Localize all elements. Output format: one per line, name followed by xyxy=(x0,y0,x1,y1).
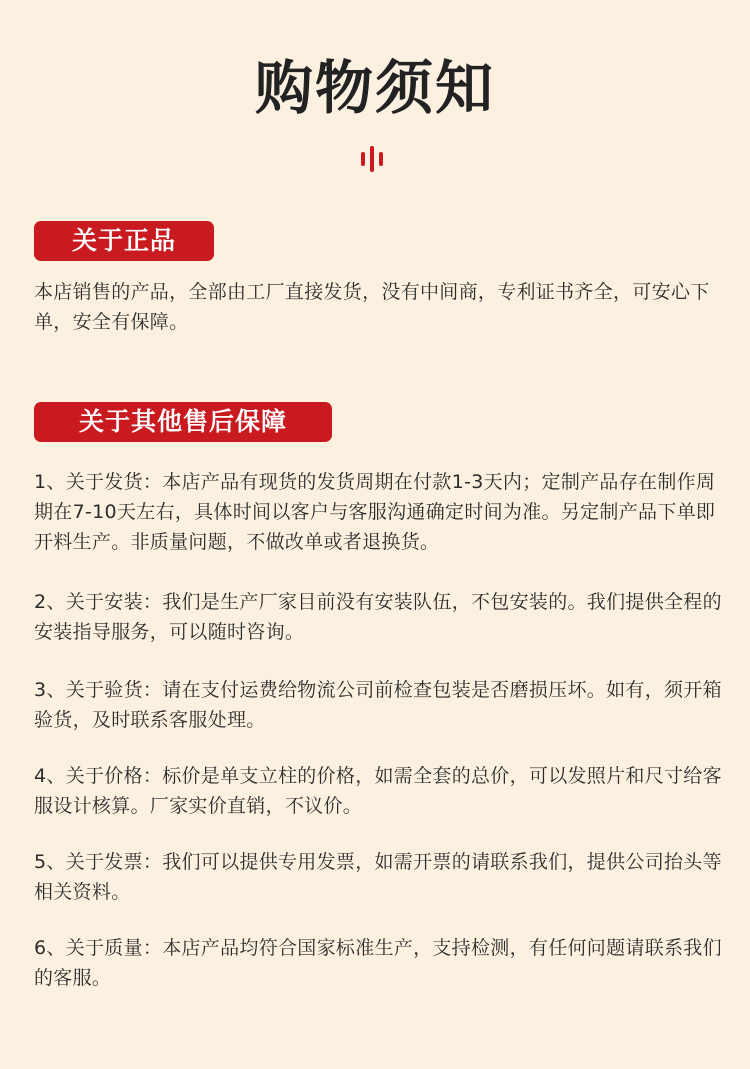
aftersales-item-price: 4、关于价格：标价是单支立柱的价格，如需全套的总价，可以发照片和尺寸给客服设计核算。厂家实价直销，不议价。 xyxy=(34,765,722,817)
aftersales-item-inspection: 3、关于验货：请在支付运费给物流公司前检查包装是否磨损压坏。如有，须开箱验货，及时联系客服处理。 xyxy=(34,679,722,731)
title-ornament-icon xyxy=(360,146,390,172)
page-title: 购物须知 xyxy=(254,54,495,122)
aftersales-item-shipping: 1、关于发货：本店产品有现货的发货周期在付款1-3天内；定制产品存在制作周期在7-10天左右，具体时间以客户与客服沟通确定时间为准。另定制产品下单即开料生产。非质量问题，不做改单或者退换货。 xyxy=(34,471,716,553)
aftersales-item-invoice: 5、关于发票：我们可以提供专用发票，如需开票的请联系我们，提供公司抬头等相关资料。 xyxy=(34,851,722,903)
aftersales-item-installation: 2、关于安装：我们是生产厂家目前没有安装队伍，不包安装的。我们提供全程的安装指导服务，可以随时咨询。 xyxy=(34,591,722,643)
section-heading-aftersales: 关于其他售后保障 xyxy=(34,402,332,442)
section-heading-genuine: 关于正品 xyxy=(34,221,214,261)
ornament-bar-left xyxy=(361,152,365,166)
genuine-description: 本店销售的产品，全部由工厂直接发货，没有中间商，专利证书齐全，可安心下单，安全有保障。 xyxy=(34,281,710,333)
ornament-bar-right xyxy=(379,152,383,166)
aftersales-item-quality: 6、关于质量：本店产品均符合国家标准生产，支持检测，有任何问题请联系我们的客服。 xyxy=(34,937,722,989)
ornament-bar-center xyxy=(370,146,374,172)
